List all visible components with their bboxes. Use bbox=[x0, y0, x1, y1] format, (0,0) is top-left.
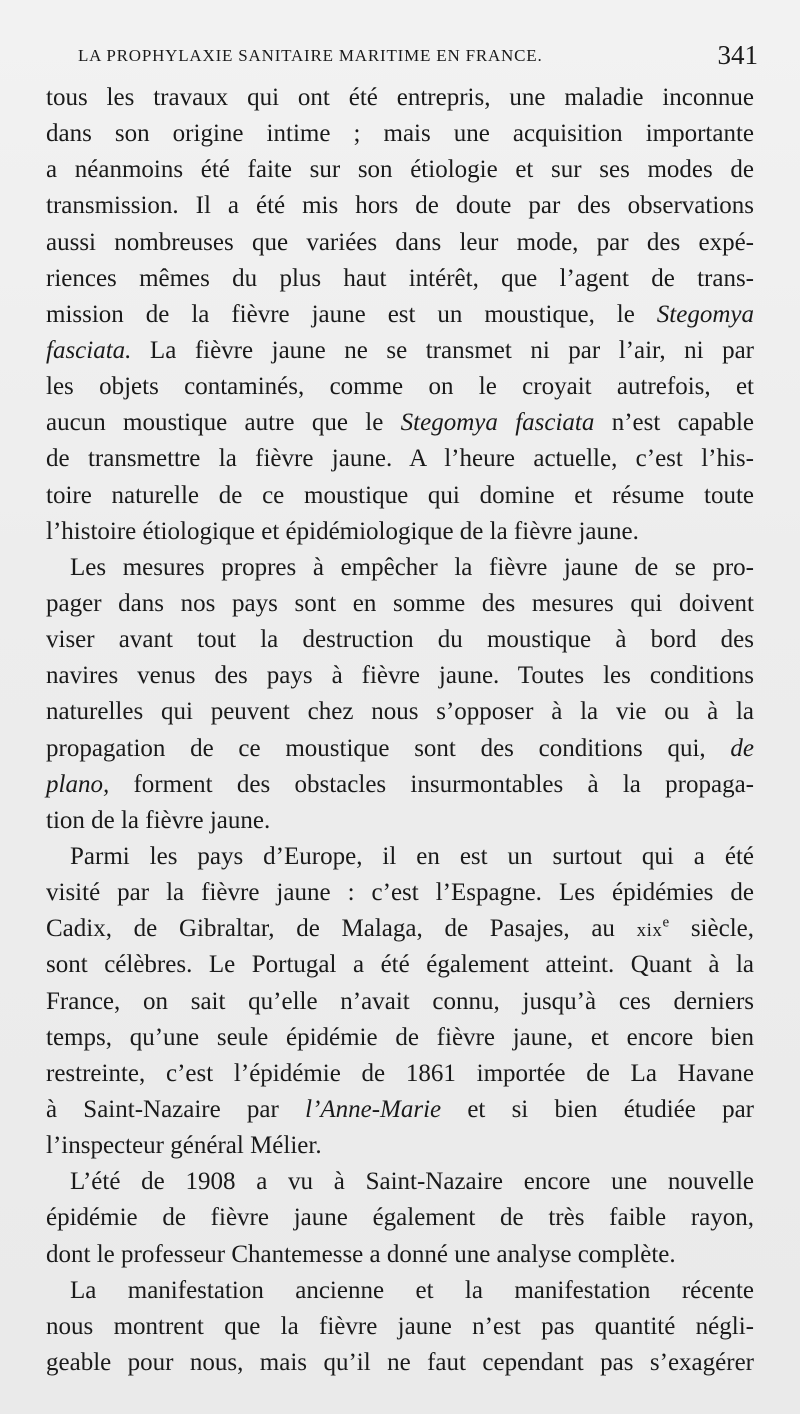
paragraph-1 bbox=[46, 80, 754, 550]
text-line: de transmettre la fièvre jaune. A l’heure actuelle, c’est l’his- bbox=[46, 445, 754, 473]
italic-latin-term: plano, bbox=[46, 770, 110, 798]
text-line: épidémie de fièvre jaune également de très faible rayon, bbox=[46, 1204, 754, 1232]
italic-latin-term: de bbox=[730, 734, 754, 762]
text-line: sont célèbres. Le Portugal a été également atteint. Quant à la bbox=[46, 951, 754, 979]
text-line: aussi nombreuses que variées dans leur mode, par des expé- bbox=[46, 228, 754, 256]
text-line: l’histoire étiologique et épidémiologique de la fièvre jaune. bbox=[46, 517, 639, 545]
text-line: restreinte, c’est l’épidémie de 1861 importée de La Havane bbox=[46, 1059, 754, 1087]
text-line: visité par la fièvre jaune : c’est l’Espagne. Les épidémies de bbox=[46, 879, 754, 907]
text-line: fasciata. La fièvre jaune ne se transmet ni par l’air, ni par bbox=[46, 336, 754, 364]
century-numeral: xix bbox=[636, 920, 663, 942]
text-line: propagation de ce moustique sont des conditions qui, de bbox=[46, 734, 754, 762]
text-line: Parmi les pays d’Europe, il en est un surtout qui a été bbox=[70, 842, 754, 870]
page-number: 341 bbox=[717, 40, 758, 70]
text-line: Cadix, de Gibraltar, de Malaga, de Pasajes, au xix$^e$ siècle, bbox=[46, 914, 754, 943]
paragraph-4 bbox=[46, 1164, 754, 1272]
text-line: les objets contaminés, comme on le croyait autrefois, et bbox=[46, 373, 754, 401]
body-text bbox=[46, 80, 754, 1381]
text-line: dans son origine intime ; mais une acquisition importante bbox=[46, 120, 754, 148]
text-line: naturelles qui peuvent chez nous s’opposer à la vie ou à la bbox=[46, 698, 754, 726]
text-line: transmission. Il a été mis hors de doute par des observations bbox=[46, 192, 754, 220]
text-line: navires venus des pays à fièvre jaune. Toutes les conditions bbox=[46, 662, 754, 690]
text-line: geable pour nous, mais qu’il ne faut cependant pas s’exagérer bbox=[46, 1348, 754, 1376]
paragraph-5 bbox=[46, 1273, 754, 1381]
italic-species-name: Stegomya fasciata bbox=[400, 409, 595, 437]
text-line: a néanmoins été faite sur son étiologie et sur ses modes de bbox=[46, 156, 754, 184]
running-title: LA PROPHYLAXIE SANITAIRE MARITIME EN FRANCE. bbox=[78, 46, 543, 65]
text-line: tion de la fièvre jaune. bbox=[46, 806, 271, 834]
century-superscript: e bbox=[662, 914, 670, 931]
text-line: temps, qu’une seule épidémie de fièvre jaune, et encore bien bbox=[46, 1023, 754, 1051]
text-line: viser avant tout la destruction du moustique à bord des bbox=[46, 626, 754, 654]
text-line: à Saint-Nazaire par l’Anne-Marie et si bien étudiée par bbox=[46, 1095, 754, 1123]
text-line: Les mesures propres à empêcher la fièvre jaune de se pro- bbox=[70, 553, 754, 581]
italic-species-name: Stegomya bbox=[656, 300, 754, 328]
text-line: nous montrent que la fièvre jaune n’est pas quantité négli- bbox=[46, 1312, 754, 1340]
text-line: aucun moustique autre que le Stegomya fasciata n’est capable bbox=[46, 409, 754, 437]
text-line: dont le professeur Chantemesse a donné une analyse complète. bbox=[46, 1240, 676, 1268]
paragraph-3 bbox=[46, 839, 754, 1164]
italic-species-name: fasciata. bbox=[46, 336, 132, 364]
text-line: plano, forment des obstacles insurmontables à la propaga- bbox=[46, 770, 754, 798]
italic-ship-name: l’Anne-Marie bbox=[305, 1095, 442, 1123]
running-header bbox=[78, 40, 758, 80]
text-line: mission de la fièvre jaune est un moustique, le Stegomya bbox=[46, 300, 754, 328]
text-line: tous les travaux qui ont été entrepris, une maladie inconnue bbox=[46, 84, 754, 111]
text-line: France, on sait qu’elle n’avait connu, jusqu’à ces derniers bbox=[46, 987, 754, 1015]
text-line: riences mêmes du plus haut intérêt, que l’agent de trans- bbox=[46, 264, 754, 292]
paragraph-2 bbox=[46, 550, 754, 839]
text-line: l’inspecteur général Mélier. bbox=[46, 1132, 322, 1160]
text-line: pager dans nos pays sont en somme des mesures qui doivent bbox=[46, 589, 754, 617]
text-line: La manifestation ancienne et la manifestation récente bbox=[70, 1276, 754, 1304]
text-line: L’été de 1908 a vu à Saint-Nazaire encore une nouvelle bbox=[70, 1168, 754, 1196]
text-line: toire naturelle de ce moustique qui domine et résume toute bbox=[46, 481, 754, 509]
